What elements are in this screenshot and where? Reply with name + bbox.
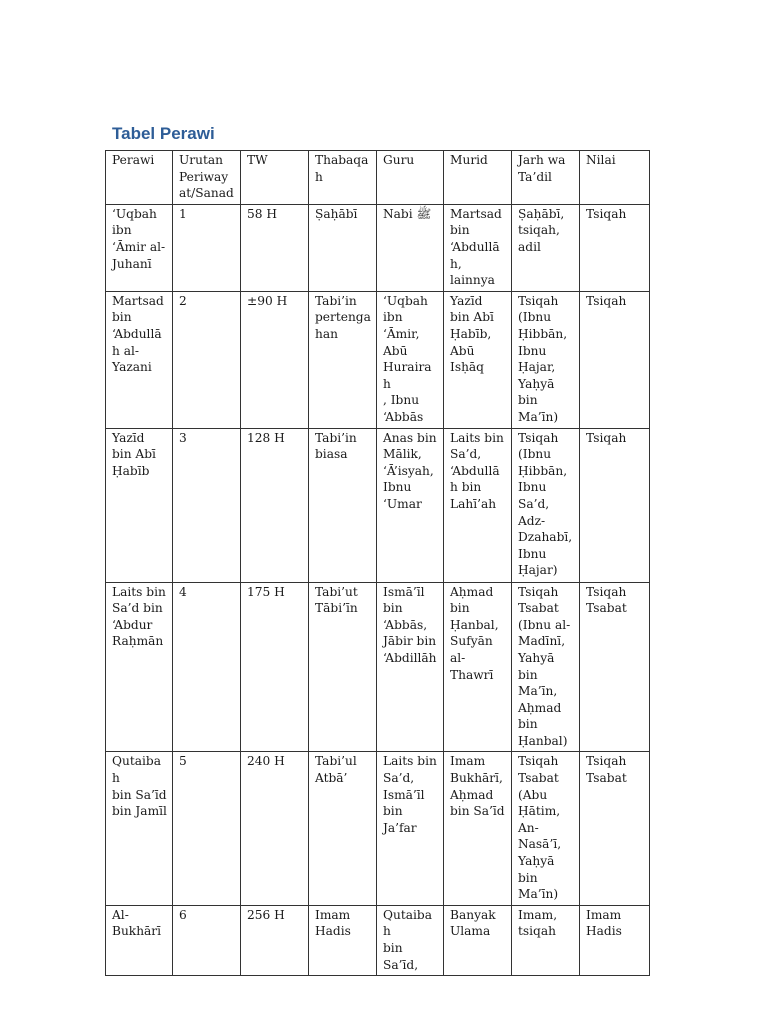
cell-tw: ±90 H: [241, 291, 309, 428]
cell-nilai: Tsiqah Tsabat: [580, 752, 650, 905]
cell-murid: Yazīd bin Abī Ḥabīb, Abū Isḥāq: [444, 291, 512, 428]
cell-jarh: Tsiqah (Ibnu Ḥibbān, Ibnu Sa’d, Adz- Dzahabī, Ibnu Ḥajar): [512, 428, 580, 582]
cell-guru: ‘Uqbah ibn ‘Āmir, Abū Hurairah , Ibnu ‘Abbās: [377, 291, 444, 428]
cell-urutan: 6: [173, 905, 241, 975]
cell-thabaqah: Imam Hadis: [309, 905, 377, 975]
cell-murid: Martsad bin ‘Abdullā h, lainnya: [444, 204, 512, 291]
cell-perawi: ‘Uqbah ibn ‘Āmir al- Juhanī: [106, 204, 173, 291]
cell-nilai: Tsiqah: [580, 291, 650, 428]
table-row: [106, 204, 650, 291]
cell-urutan: 1: [173, 204, 241, 291]
cell-perawi: Al- Bukhārī: [106, 905, 173, 975]
cell-jarh: Tsiqah Tsabat (Ibnu al- Madīnī, Yahyā bin Ma’īn, Aḥmad bin Ḥanbal): [512, 582, 580, 752]
cell-murid: Banyak Ulama: [444, 905, 512, 975]
cell-guru: Qutaibah bin Sa’īd,: [377, 905, 444, 975]
header-cell-murid: Murid: [444, 151, 512, 205]
header-cell-thabaqah: Thabaqa h: [309, 151, 377, 205]
cell-tw: 256 H: [241, 905, 309, 975]
cell-thabaqah: Tabi’in biasa: [309, 428, 377, 582]
table-header-row: [106, 151, 650, 205]
header-cell-urutan: Urutan Periway at/Sanad: [173, 151, 241, 205]
cell-tw: 175 H: [241, 582, 309, 752]
cell-perawi: Yazīd bin Abī Ḥabīb: [106, 428, 173, 582]
cell-jarh: Tsiqah (Ibnu Ḥibbān, Ibnu Ḥajar, Yaḥyā bin Ma’īn): [512, 291, 580, 428]
cell-murid: Laits bin Sa’d, ‘Abdullā h bin Lahī’ah: [444, 428, 512, 582]
perawi-table: [105, 150, 650, 976]
cell-jarh: Ṣaḥābī, tsiqah, adil: [512, 204, 580, 291]
cell-urutan: 5: [173, 752, 241, 905]
cell-perawi: Martsad bin ‘Abdullā h al- Yazani: [106, 291, 173, 428]
cell-urutan: 3: [173, 428, 241, 582]
header-cell-perawi: Perawi: [106, 151, 173, 205]
cell-tw: 128 H: [241, 428, 309, 582]
cell-tw: 240 H: [241, 752, 309, 905]
cell-nilai: Tsiqah: [580, 204, 650, 291]
cell-guru: Ismā’īl bin ‘Abbās, Jābir bin ‘Abdillāh: [377, 582, 444, 752]
table-row: [106, 582, 650, 752]
header-cell-nilai: Nilai: [580, 151, 650, 205]
cell-guru: Nabi ﷺ: [377, 204, 444, 291]
cell-tw: 58 H: [241, 204, 309, 291]
cell-guru: Laits bin Sa’d, Ismā’īl bin Ja’far: [377, 752, 444, 905]
cell-nilai: Tsiqah Tsabat: [580, 582, 650, 752]
cell-nilai: Tsiqah: [580, 428, 650, 582]
cell-guru: Anas bin Mālik, ‘Ā’isyah, Ibnu ‘Umar: [377, 428, 444, 582]
cell-jarh: Imam, tsiqah: [512, 905, 580, 975]
table-row: [106, 905, 650, 975]
cell-thabaqah: Tabi’in pertenga han: [309, 291, 377, 428]
cell-thabaqah: Ṣaḥābī: [309, 204, 377, 291]
cell-perawi: Laits bin Sa’d bin ‘Abdur Raḥmān: [106, 582, 173, 752]
cell-thabaqah: Tabi’ul Atbā’: [309, 752, 377, 905]
table-row: [106, 291, 650, 428]
table-row: [106, 428, 650, 582]
cell-urutan: 4: [173, 582, 241, 752]
cell-jarh: Tsiqah Tsabat (Abu Ḥātim, An- Nasā’ī, Yaḥyā bin Ma’īn): [512, 752, 580, 905]
header-cell-jarh: Jarh wa Ta’dil: [512, 151, 580, 205]
table-row: [106, 752, 650, 905]
cell-urutan: 2: [173, 291, 241, 428]
cell-nilai: Imam Hadis: [580, 905, 650, 975]
header-cell-tw: TW: [241, 151, 309, 205]
cell-perawi: Qutaibah bin Sa’īd bin Jamīl: [106, 752, 173, 905]
header-cell-guru: Guru: [377, 151, 444, 205]
page-title: Tabel Perawi: [112, 124, 215, 143]
cell-thabaqah: Tabi’ut Tābi’īn: [309, 582, 377, 752]
cell-murid: Imam Bukhārī, Aḥmad bin Sa’īd: [444, 752, 512, 905]
cell-murid: Aḥmad bin Ḥanbal, Sufyān al- Thawrī: [444, 582, 512, 752]
